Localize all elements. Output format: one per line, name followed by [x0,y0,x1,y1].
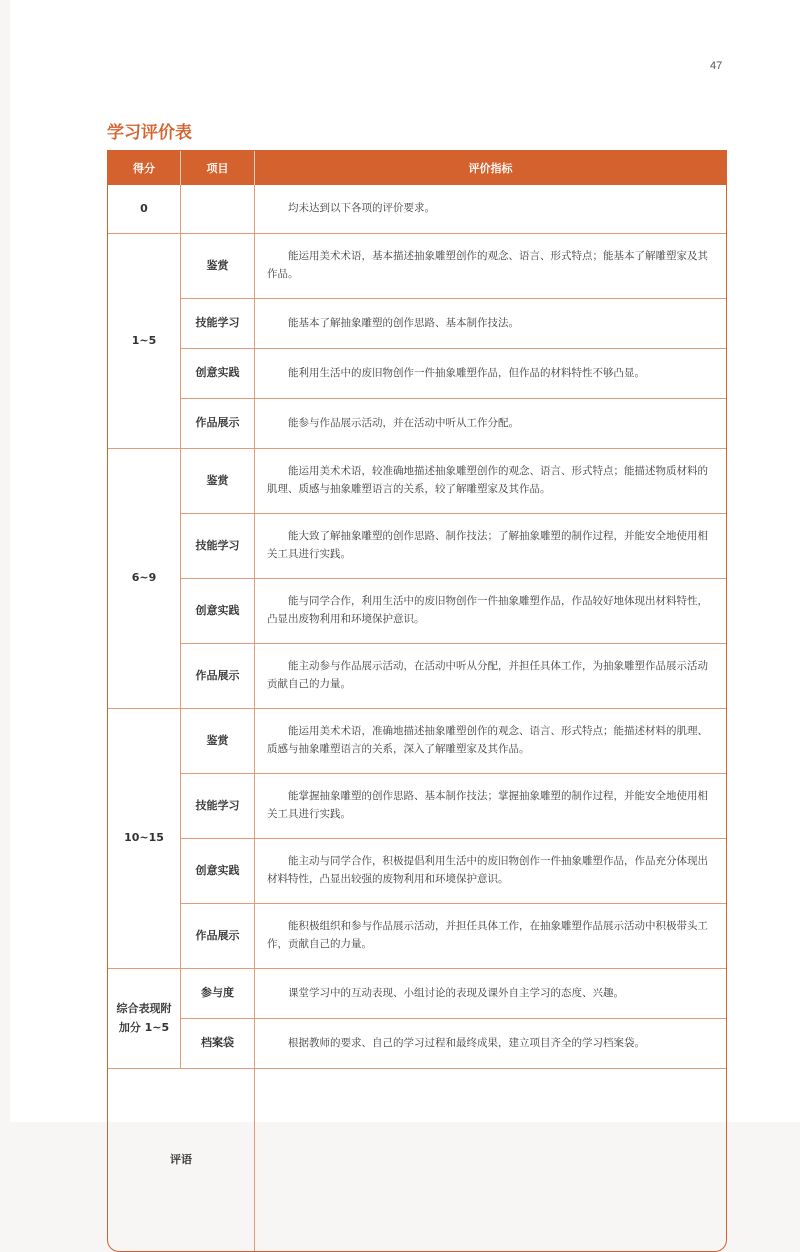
criteria-cell: 能主动参与作品展示活动，在活动中听从分配，并担任具体工作，为抽象雕塑作品展示活动贡献自己的力量。 [255,644,726,709]
table-row [108,1019,726,1069]
item-cell: 参与度 [181,969,255,1019]
table-row [108,709,726,774]
criteria-cell: 能参与作品展示活动，并在活动中听从工作分配。 [255,399,726,449]
table-row [108,969,726,1019]
item-cell: 创意实践 [181,839,255,904]
header-criteria: 评价指标 [255,151,726,185]
table-row [108,644,726,709]
item-cell: 鉴赏 [181,234,255,299]
item-cell: 作品展示 [181,904,255,969]
page [10,0,800,1166]
item-cell: 创意实践 [181,579,255,644]
comment-label: 评语 [108,1069,255,1251]
header-score: 得分 [108,151,181,185]
evaluation-table [107,150,727,1252]
criteria-cell: 能利用生活中的废旧物创作一件抽象雕塑作品，但作品的材料特性不够凸显。 [255,349,726,399]
comment-area[interactable] [255,1069,726,1251]
header-item: 项目 [181,151,255,185]
item-cell: 鉴赏 [181,709,255,774]
criteria-cell: 能运用美术术语，较准确地描述抽象雕塑创作的观念、语言、形式特点；能描述物质材料的肌理、质感与抽象雕塑语言的关系，较了解雕塑家及其作品。 [255,449,726,514]
table-row [108,514,726,579]
table-row [108,774,726,839]
item-cell: 技能学习 [181,514,255,579]
page-number: 47 [710,60,723,72]
criteria-cell: 能运用美术术语，准确地描述抽象雕塑创作的观念、语言、形式特点；能描述材料的肌理、质感与抽象雕塑语言的关系，深入了解雕塑家及其作品。 [255,709,726,774]
criteria-cell: 均未达到以下各项的评价要求。 [255,185,726,234]
criteria-cell: 能基本了解抽象雕塑的创作思路、基本制作技法。 [255,299,726,349]
table-row [108,904,726,969]
table-header-row [108,151,726,185]
criteria-cell: 能运用美术术语，基本描述抽象雕塑创作的观念、语言、形式特点；能基本了解雕塑家及其作品。 [255,234,726,299]
criteria-cell: 能积极组织和参与作品展示活动，并担任具体工作，在抽象雕塑作品展示活动中积极带头工作，贡献自己的力量。 [255,904,726,969]
item-cell: 作品展示 [181,399,255,449]
criteria-cell: 能大致了解抽象雕塑的创作思路、制作技法；了解抽象雕塑的制作过程，并能安全地使用相关工具进行实践。 [255,514,726,579]
item-cell [181,185,255,234]
comment-row [108,1069,726,1251]
criteria-cell: 能与同学合作，利用生活中的废旧物创作一件抽象雕塑作品，作品较好地体现出材料特性，凸显出废物利用和环境保护意识。 [255,579,726,644]
criteria-cell: 课堂学习中的互动表现、小组讨论的表现及课外自主学习的态度、兴趣。 [255,969,726,1019]
table-row [108,579,726,644]
score-cell: 6~9 [108,449,181,709]
page-title: 学习评价表 [107,123,192,143]
score-cell: 1~5 [108,234,181,449]
item-cell: 档案袋 [181,1019,255,1069]
score-cell: 10~15 [108,709,181,969]
table-row [108,299,726,349]
table-row [108,449,726,514]
table-row [108,399,726,449]
item-cell: 技能学习 [181,299,255,349]
item-cell: 创意实践 [181,349,255,399]
criteria-cell: 能掌握抽象雕塑的创作思路、基本制作技法；掌握抽象雕塑的制作过程，并能安全地使用相关工具进行实践。 [255,774,726,839]
bonus-score-cell: 综合表现附加分 1~5 [108,969,181,1069]
score-cell: 0 [108,185,181,234]
table-row [108,234,726,299]
criteria-cell: 能主动与同学合作，积极提倡利用生活中的废旧物创作一件抽象雕塑作品，作品充分体现出材料特性，凸显出较强的废物利用和环境保护意识。 [255,839,726,904]
table-row [108,839,726,904]
item-cell: 作品展示 [181,644,255,709]
table-row [108,185,726,234]
criteria-cell: 根据教师的要求、自己的学习过程和最终成果，建立项目齐全的学习档案袋。 [255,1019,726,1069]
item-cell: 技能学习 [181,774,255,839]
table-row [108,349,726,399]
item-cell: 鉴赏 [181,449,255,514]
